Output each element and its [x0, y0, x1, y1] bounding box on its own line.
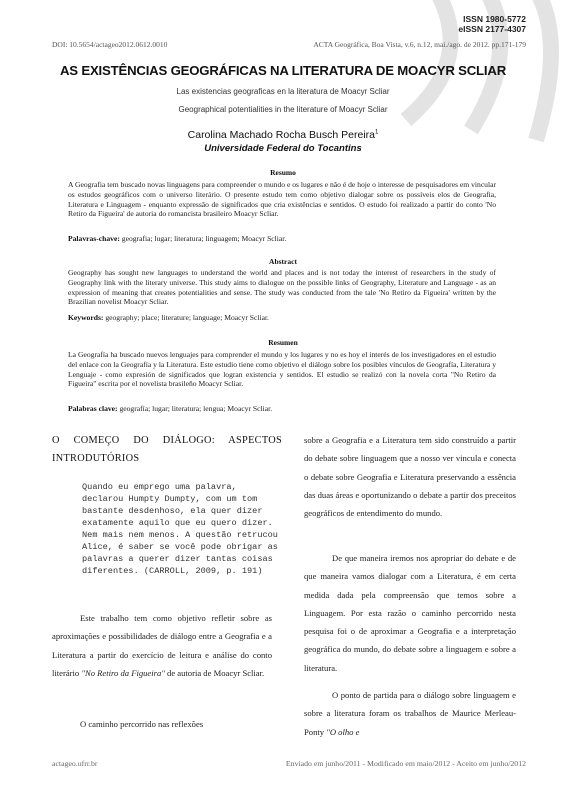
issn: ISSN 1980-5772	[463, 14, 526, 24]
abstract-heading: Abstract	[269, 257, 297, 266]
cited-work-title: "O olho e	[326, 726, 360, 737]
resumo-heading: Resumo	[270, 168, 296, 177]
section-heading: O COMEÇO DO DIÁLOGO: ASPECTOS INTRODUTÓRIOS	[52, 435, 282, 464]
journal-citation: ACTA Geográfica, Boa Vista, v.6, n.12, mai./ago. de 2012. pp.171-179	[313, 40, 526, 49]
article-title: AS EXISTÊNCIAS GEOGRÁFICAS NA LITERATURA DE MOACYR SCLIAR	[59, 63, 507, 78]
paragraph-left-1	[52, 609, 272, 682]
epigraph-quote: Quando eu emprego uma palavra, declarou Humpty Dumpty, com um tom bastante desdenhoso, ela quer dizer exatamente aquilo que eu quero dizer. Nem mais nem menos. A questão retrucou Alice, é saber se você pode obrigar as palavras a querer dizer tantas coisas diferentes. (CARROLL, 2009, p. 191)	[82, 482, 278, 576]
resumo-keywords	[68, 234, 508, 244]
paragraph-left-1-text-a: Este trabalho tem como objetivo refletir sobre as aproximações e possibilidades de diálogo entre a Geografia e a Literatura a partir do exercício de leitura e análise do conto literário	[52, 613, 272, 678]
paragraph-right-3	[304, 686, 516, 741]
eissn: eISSN 2177-4307	[458, 24, 526, 34]
abstract-keywords	[68, 313, 508, 323]
resumo-keywords-label: Palavras-chave:	[68, 234, 120, 243]
abstract-text: Geography has sought new languages to understand the world and places and is not today the interest of researchers in the study of Geography link with the literary universe. This study aims to dialogue on the possible links of Geography, Literature and Language - as an expression of meaning that creates potentialities and sense. The study was conducted from the tale 'No Retiro da Figueira' written by the Brazilian novelist Moacyr Scliar.	[68, 268, 496, 307]
subtitle-spanish: Las existencias geograficas en la literatura de Moacyr Scliar	[176, 87, 390, 96]
resumen-keywords	[68, 404, 508, 414]
paragraph-right-2: De que maneira iremos nos apropriar do debate e de que maneira vamos dialogar com a Literatura, é em certa medida dada pela compreensão que temos sobre a Linguagem. Por esta razão o caminho percorrido nesta pesquisa foi o de aproximar a Geografia e a interpretação geográfica do mundo, do debate sobre a linguagem e sobre a literatura.	[304, 553, 516, 673]
paragraph-left-2: O caminho percorrido nas reflexões	[80, 719, 204, 729]
author-footnote-mark: 1	[375, 129, 379, 136]
resumen-keywords-label: Palabras clave:	[68, 404, 118, 413]
author-name: Carolina Machado Rocha Busch Pereira	[187, 129, 375, 141]
resumo-keywords-list: geografia; lugar; literatura; linguagem; Moacyr Scliar.	[119, 234, 287, 243]
doi: DOI: 10.5654/actageo2012.0612.0010	[52, 40, 168, 49]
resumen-text: La Geografía ha buscado nuevos lenguajes para comprender el mundo y los lugares y no es hoy el interés de los investigadores en el estudio del enlace con la Geografía y la Literatura. Este estudio tiene como objetivo el diálogo sobre los posibles vínculos de Geografía, Literatura y Lenguaje - como expresión de significados que logran existencia y sentidos. El estudio se realizó con la novela corta "No Retiro da Figueira" escrita por el novelista brasileño Moacyr Scliar.	[68, 350, 496, 389]
story-title: "No Retiro da Figueira"	[81, 667, 165, 678]
abstract-keywords-label: Keywords:	[68, 313, 104, 322]
resumen-keywords-list: geografía; lugar; literatura; lengua; Moacyr Scliar.	[117, 404, 273, 413]
resumo-text: A Geografia tem buscado novas linguagens para compreender o mundo e os lugares e não é de hoje o interesse de pesquisadores em vincular os estudos geográficos com o universo literário. O presente estudo tem como objetivo dialogar sobre os possíveis elos de Geografia, Literatura e Linguagem - enquanto expressão de significados que cria existências e sentidos. O estudo foi realizado a partir do conto 'No Retiro da Figueira' de autoria do romancista brasileiro Moacyr Scliar.	[68, 180, 496, 219]
issn-block	[458, 14, 526, 34]
footer-site: actageo.ufrr.br	[52, 759, 98, 768]
abstract-keywords-list: geography; place; literature; language; Moacyr Scliar.	[103, 313, 269, 322]
author-line	[0, 129, 566, 141]
footer-dates: Enviado em junho/2011 - Modificado em maio/2012 - Aceito em junho/2012	[285, 759, 526, 768]
subtitle-english: Geographical potentialities in the literature of Moacyr Scliar	[178, 105, 388, 114]
paragraph-right-3-text: O ponto de partida para o diálogo sobre linguagem e sobre a literatura foram os trabalhos de Maurice Merleau-Ponty	[304, 690, 516, 737]
paragraph-left-1-text-b: de autoria de Moacyr Scliar.	[164, 667, 265, 678]
resumen-heading: Resumen	[268, 338, 298, 347]
paragraph-right-1: sobre a Geografia e a Literatura tem sido construído a partir do debate sobre linguagem que a nosso ver vincula e conecta o debate sobre Geografia e Literatura preservando a essência das duas áreas e oportunizando o debate a partir dos preceitos geográficos de entendimento do mundo.	[304, 435, 516, 519]
affiliation: Universidade Federal do Tocantins	[204, 143, 362, 154]
